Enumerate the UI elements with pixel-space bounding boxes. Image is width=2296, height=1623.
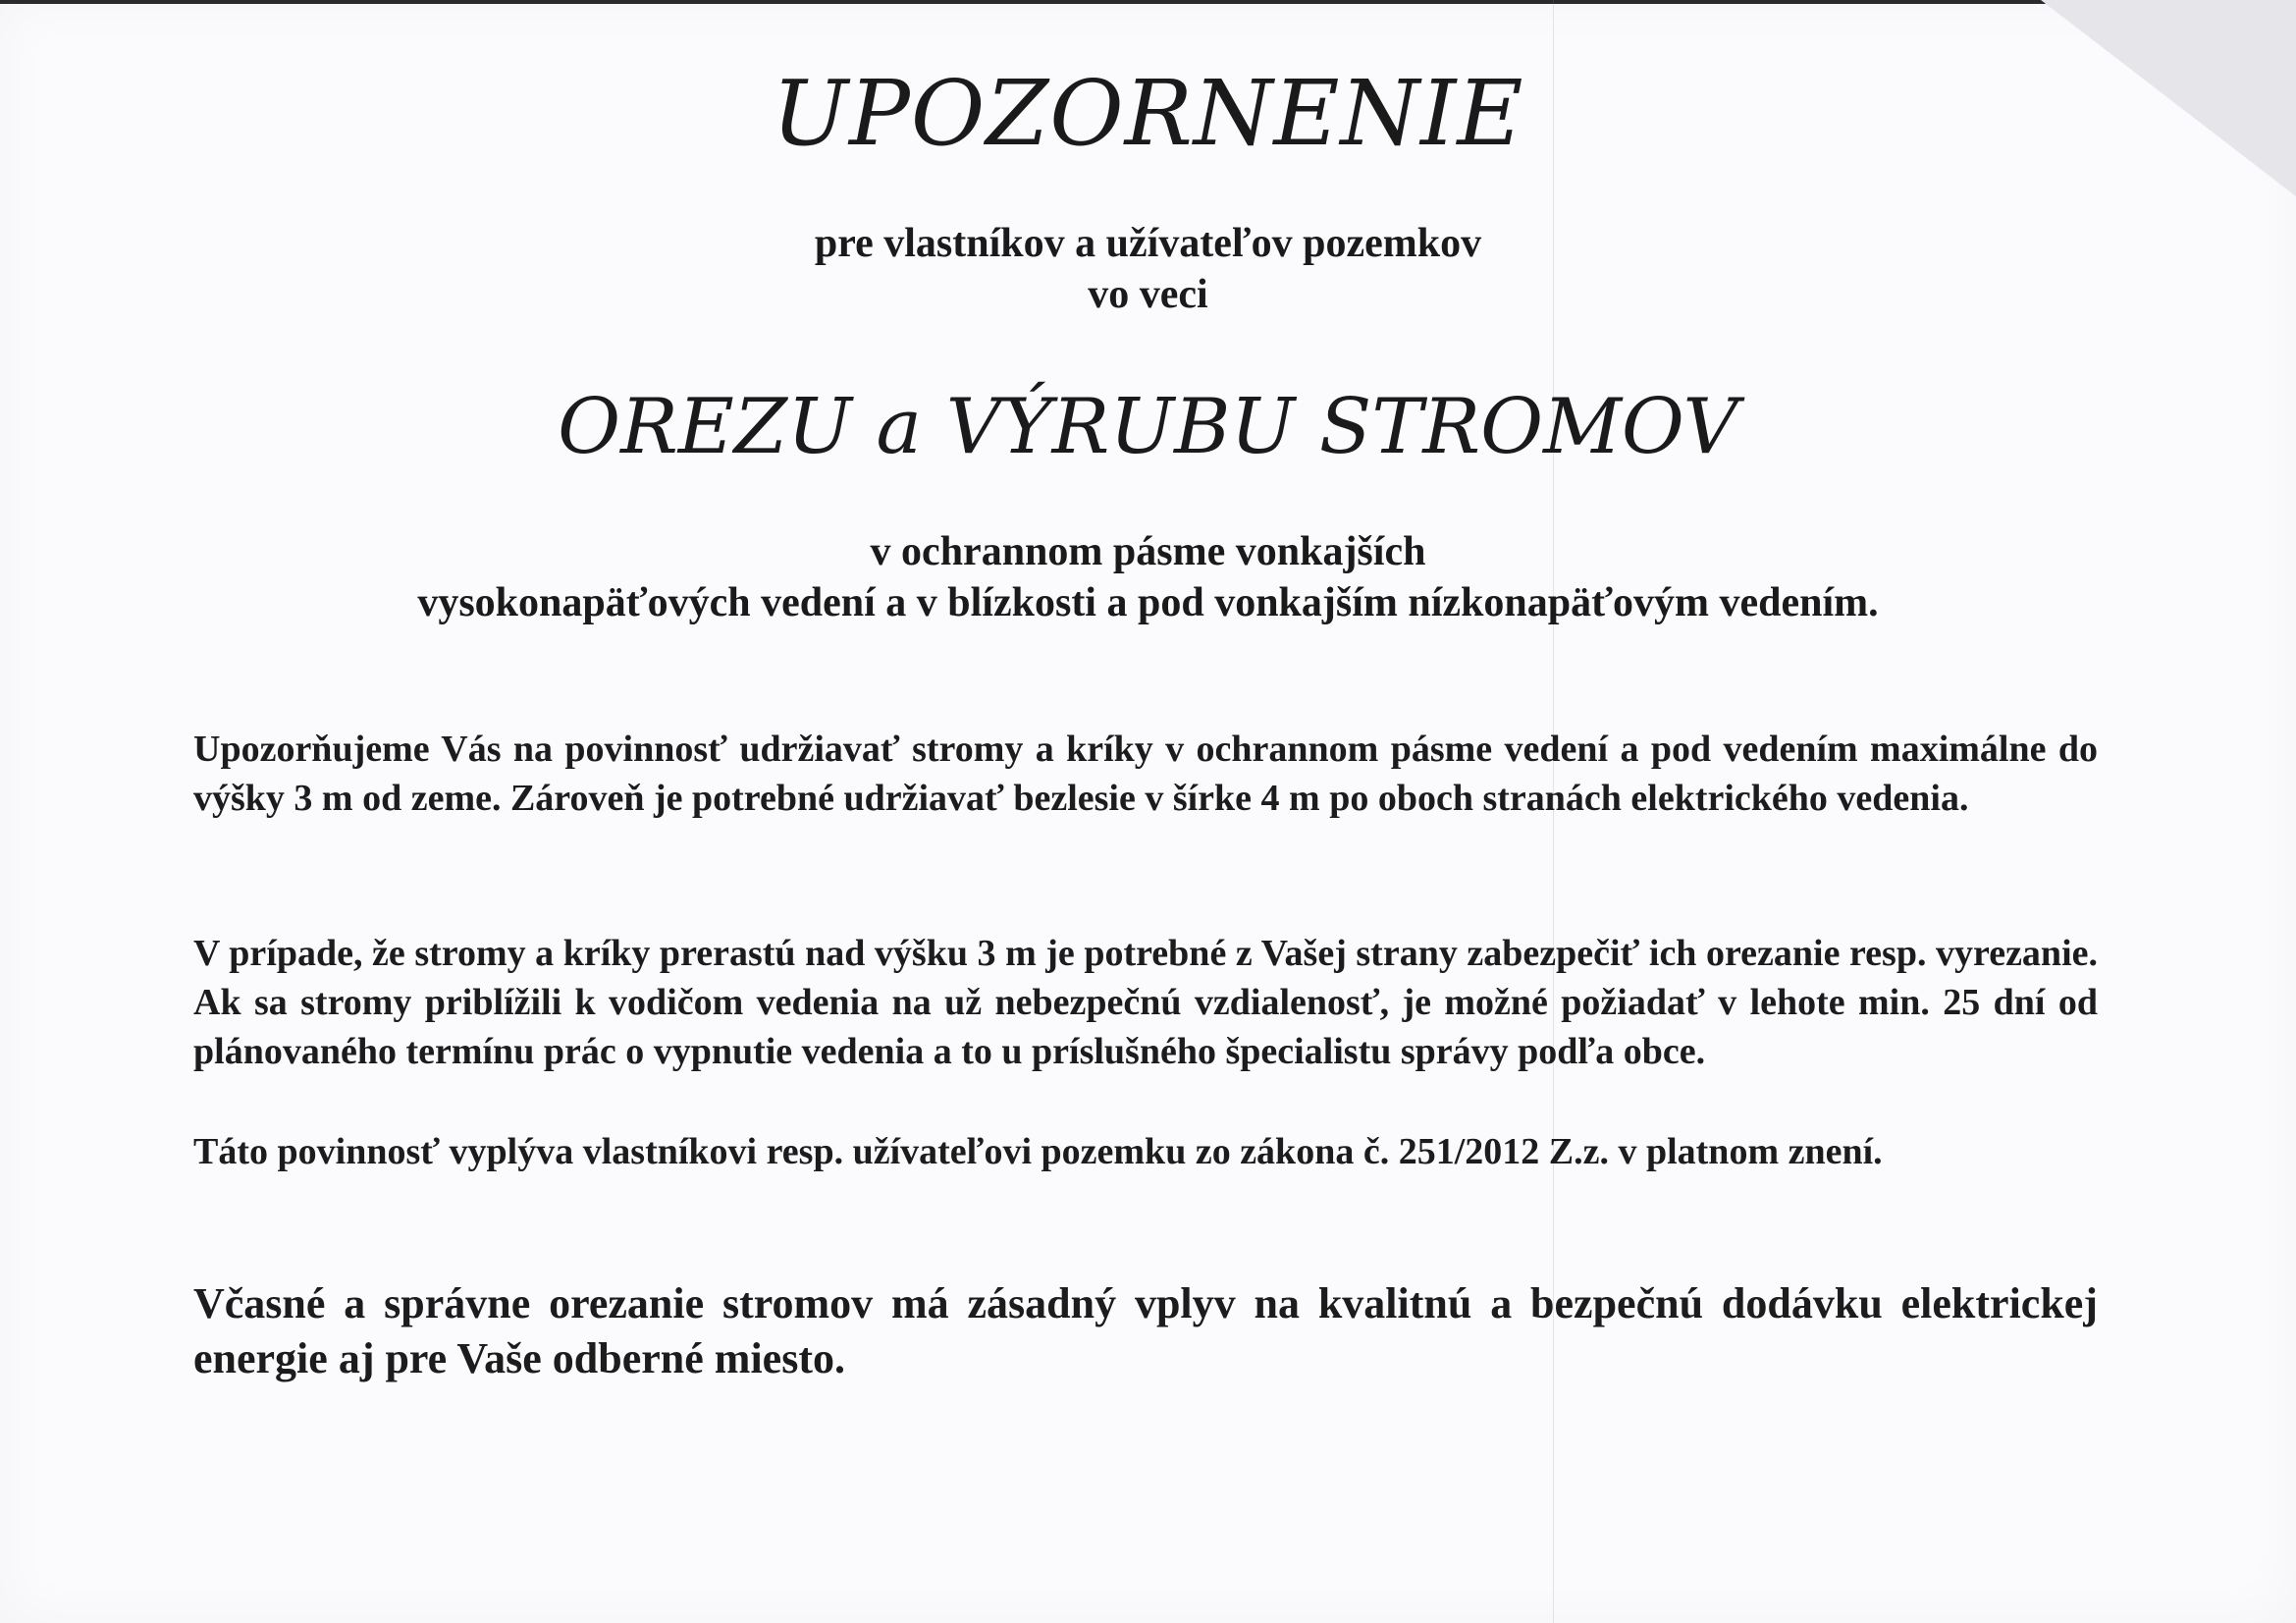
notice-intro [0, 218, 2296, 320]
notice-subject: OREZU a VÝRUBU STROMOV [558, 383, 1738, 471]
paragraph-legal-basis: Táto povinnosť vyplýva vlastníkovi resp. užívateľovi pozemku zo zákona č. 251/2012 Z.z. v platnom znení. [193, 1131, 1883, 1172]
paragraph-obligation: Upozorňujeme Vás na povinnosť udržiavať stromy a kríky v ochrannom pásme vedení a pod vedením maximálne do výšky 3 m od zeme. Zároveň je potrebné udržiavať bezlesie v šírke 4 m po oboch stranách elektrického vedenia. [193, 729, 2098, 819]
intro-line-1: pre vlastníkov a užívateľov pozemkov [814, 221, 1482, 266]
notice-scope [0, 526, 2296, 628]
paragraph-overgrowth: V prípade, že stromy a kríky prerastú nad výšku 3 m je potrebné z Vašej strany zabezpečiť ich orezanie resp. vyrezanie. Ak sa stromy priblížili k vodičom vedenia na už nebezpečnú vzdialenosť, je možné požiadať v lehote min. 25 dní od plánovaného termínu prác o vypnutie vedenia a to u príslušného špecialistu správy podľa obce. [193, 933, 2098, 1072]
scope-line-2: vysokonapäťových vedení a v blízkosti a pod vonkajším nízkonapäťovým vedením. [417, 580, 1879, 625]
notice-title: UPOZORNENIE [772, 61, 1524, 166]
scan-top-edge [0, 0, 2296, 4]
intro-line-2: vo veci [1088, 272, 1208, 317]
paragraph-conclusion: Včasné a správne orezanie stromov má zásadný vplyv na kvalitnú a bezpečnú dodávku elektrickej energie aj pre Vaše odberné miesto. [193, 1279, 2098, 1382]
scope-line-1: v ochrannom pásme vonkajších [870, 529, 1426, 574]
